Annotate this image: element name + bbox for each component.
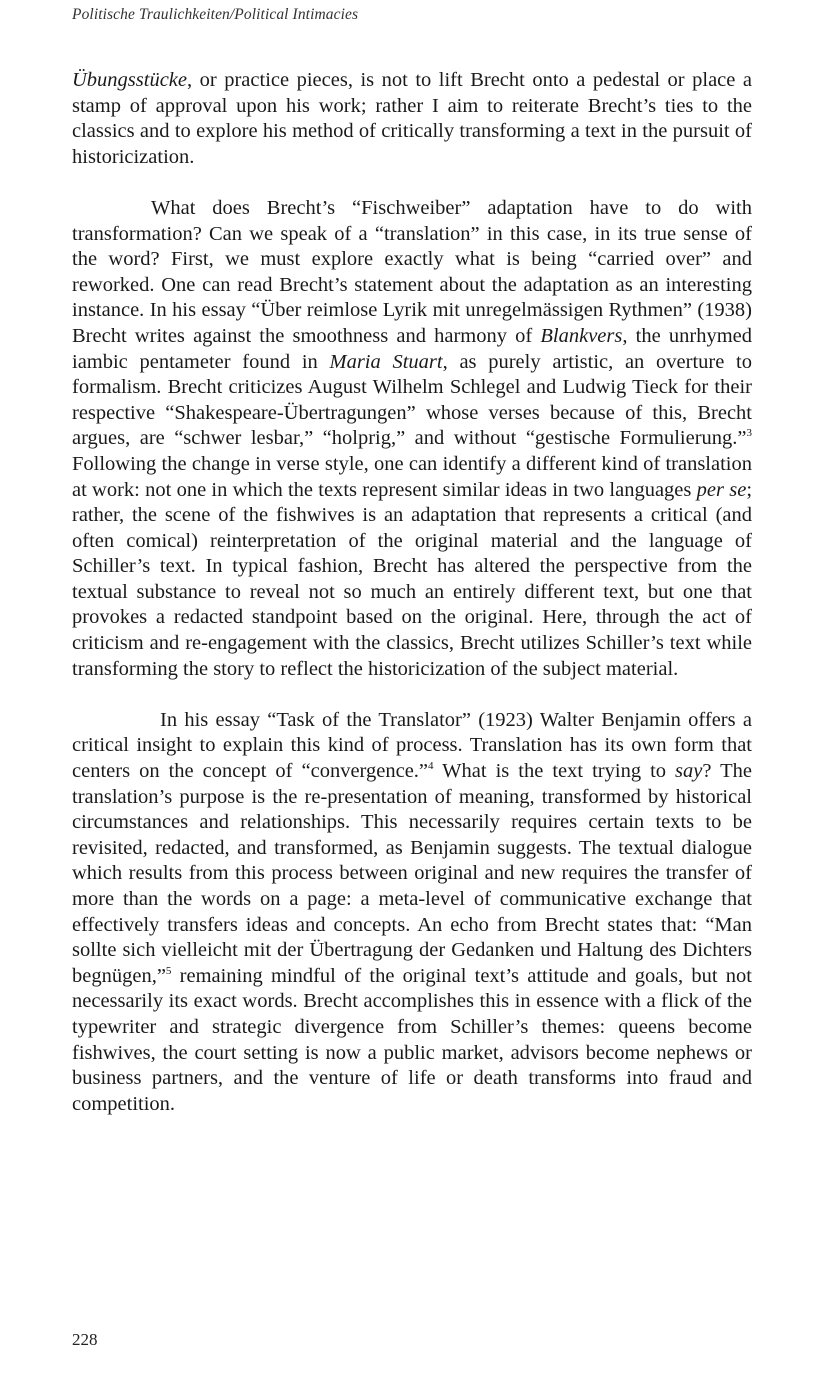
paragraph-text: , the unrhymed iambic pentameter found in xyxy=(72,324,752,373)
body-text xyxy=(72,68,752,1117)
italic-term: Blankvers xyxy=(540,324,623,347)
paragraph-text: ; rather, the scene of the fishwives is an adaptation that represents a critical (and often comical) reinterpretation of the original material and the language of Schiller’s text. In typical fashion, Brecht has altered the perspective from the textual substance to reveal not so much an entirely different text, but one that provokes a redacted standpoint based on the original. Here, through the act of criticism and re-engagement with the classics, Brecht utilizes Schiller’s text while transforming the story to reflect the historicization of the subject material. xyxy=(72,478,753,680)
paragraph-text: Following the change in verse style, one can identify a different kind of translation at work: not one in which the texts represent similar ideas in two languages xyxy=(72,452,752,501)
italic-title: Maria Stuart xyxy=(329,350,443,373)
paragraph-text: ? The translation’s purpose is the re-presentation of meaning, transformed by historical circumstances and relationships. This necessarily requires certain texts to be revisited, redacted, and transformed, as Benjamin suggests. The textual dialogue which results from this process between original and new requires the transfer of more than the words on a page: a meta-level of communicative exchange that effectively transfers ideas and concepts. An echo from Brecht states that: “Man sollte sich vielleicht mit der Übertragung der Gedanken und Haltung des Dichters begnügen,” xyxy=(72,760,752,987)
paragraph-3 xyxy=(72,708,752,1118)
paragraph-text: What does Brecht’s “Fischweiber” adaptation have to do with transformation? Can we speak of a “translation” in this case, in its true sense of the word? First, we must explore exactly what is being “carried over” and reworked. One can read Brecht’s statement about the adaptation as an interesting instance. In his essay “Über reimlose Lyrik mit unregelmässigen Rythmen” (1938) Brecht writes against the smoothness and harmony of xyxy=(72,196,752,347)
paragraph-text: , as purely artistic, an overture to formalism. Brecht criticizes August Wilhelm Schlegel and Ludwig Tieck for their respective “Shakespeare-Übertragungen” whose verses because of this, Brecht argues, are “schwer lesbar,” “holprig,” and without “gestische Formulierung.” xyxy=(72,350,752,450)
italic-term: per se xyxy=(696,478,747,501)
italic-term: Übungsstücke xyxy=(72,69,188,91)
paragraph-1 xyxy=(72,68,752,170)
paragraph-text: In his essay “Task of the Translator” (1923) Walter Benjamin offers a critical insight to explain this kind of process. Translation has its own form that centers on the concept of “convergence.” xyxy=(72,708,752,783)
footnote-marker: 4 xyxy=(428,760,434,773)
footnote-marker: 5 xyxy=(165,964,172,977)
italic-term: say xyxy=(675,760,703,783)
paragraph-2 xyxy=(72,196,752,682)
paragraph-text: , or practice pieces, is not to lift Brecht onto a pedestal or place a stamp of approval upon his work; rather I aim to reiterate Brecht’s ties to the classics and to explore his method of critically transforming a text in the pursuit of historicization. xyxy=(72,69,752,168)
footnote-marker: 3 xyxy=(746,427,752,440)
page-number: 228 xyxy=(72,1330,98,1349)
paragraph-text: remaining mindful of the original text’s attitude and goals, but not necessarily its exact words. Brecht accomplishes this in essence with a flick of the typewriter and strategic divergence from Schiller’s themes: queens become fishwives, the court setting is now a public market, advisors become nephews or business partners, and the venture of life or death transforms into fraud and competition. xyxy=(72,964,752,1115)
running-header: Politische Traulichkeiten/Political Intimacies xyxy=(72,6,359,23)
paragraph-text: What is the text trying to xyxy=(433,760,676,783)
